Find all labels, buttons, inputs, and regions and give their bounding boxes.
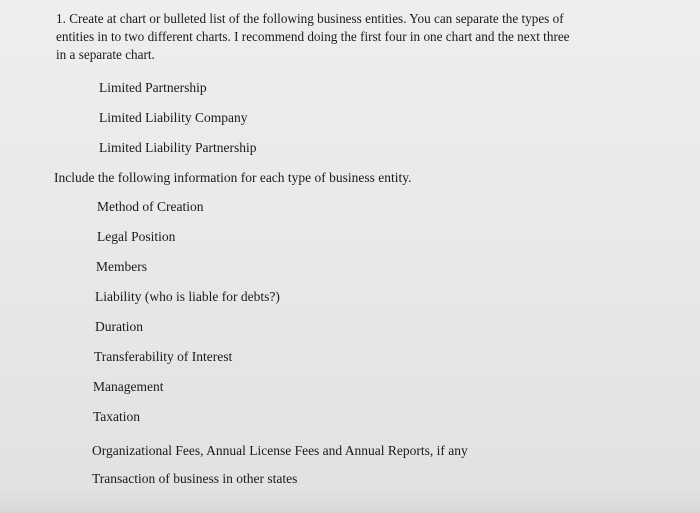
question-line: entities in to two different charts. I recommend doing the first four in one chart and the next three xyxy=(56,29,570,44)
info-item: Organizational Fees, Annual License Fees and Annual Reports, if any xyxy=(92,443,468,458)
info-item: Management xyxy=(93,379,164,394)
info-item: Method of Creation xyxy=(97,199,204,214)
entity-item: Limited Liability Company xyxy=(99,110,248,125)
page-edge-shadow xyxy=(0,489,700,513)
include-heading: Include the following information for each type of business entity. xyxy=(54,170,412,185)
entity-item: Limited Liability Partnership xyxy=(99,140,257,155)
info-item: Legal Position xyxy=(97,229,176,244)
info-item: Members xyxy=(96,259,147,274)
info-item: Transferability of Interest xyxy=(94,349,233,364)
question-line: 1. Create at chart or bulleted list of the following business entities. You can separate the types of xyxy=(56,11,564,26)
info-item: Transaction of business in other states xyxy=(92,471,298,486)
entity-item: Limited Partnership xyxy=(99,80,207,95)
info-item: Taxation xyxy=(93,409,141,424)
info-item: Liability (who is liable for debts?) xyxy=(95,289,280,304)
question-paragraph xyxy=(56,10,656,64)
info-item: Duration xyxy=(95,319,143,334)
question-line: in a separate chart. xyxy=(56,47,155,62)
